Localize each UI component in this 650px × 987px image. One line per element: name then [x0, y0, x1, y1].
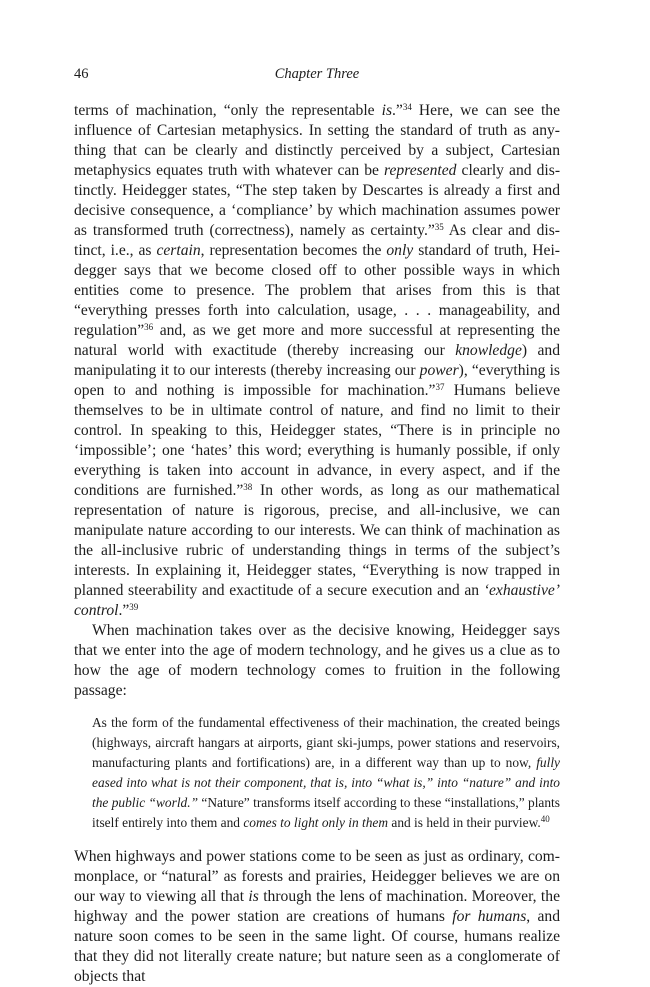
paragraph [74, 847, 560, 987]
block-quote [92, 713, 560, 834]
emphasis-text: is [381, 102, 393, 119]
emphasis-text: ‘exhaustive’ control [74, 582, 560, 619]
text-run: .” [118, 602, 130, 619]
text-run: “Nature” transforms itself according to these “installations,” plants itself entirely into them and [92, 795, 560, 831]
footnote-ref: 36 [144, 322, 154, 332]
text-run: terms of machination, “only the representable [74, 102, 382, 119]
text-run: , representation becomes the [200, 242, 387, 259]
text-run: As the form of the fundamental effectiveness of their machination, the created beings (highways, aircraft hangars at airports, giant ski-jumps, power stations and reservoirs, manufacturing plants and fortifications) are, in a different way than up to now, [92, 715, 560, 771]
text-run: Here, we can see the influence of Cartesian metaphysics. In setting the standard of truth as anything that can be clearly and distinctly perceived by a subject, Cartesian metaphysics equates truth with whatever can be [74, 102, 560, 179]
text-run: When highways and power stations come to be seen as just as ordinary, commonplace, or “natural” as forests and prairies, Heidegger believes we are on our way to viewing all that [74, 847, 560, 905]
body-text [74, 101, 560, 987]
emphasis-text: certain [156, 242, 201, 259]
footnote-ref: 35 [434, 222, 444, 232]
page-number: 46 [74, 66, 89, 82]
emphasis-text: represented [384, 162, 457, 179]
text-run: and, as we get more and more successful at representing the natural world with exactitude (thereby increasing our [74, 322, 560, 359]
text-run: As clear and distinct, i.e., as [74, 222, 560, 259]
footnote-ref: 34 [402, 102, 412, 112]
emphasis-text: power [419, 362, 459, 379]
emphasis-text: knowledge [455, 342, 522, 359]
paragraph [74, 621, 560, 701]
text-run: through the lens of machination. Moreover, the highway and the power station are creations of humans [74, 887, 560, 925]
footnote-ref: 39 [129, 602, 139, 612]
text-run: ), “everything is open to and nothing is impossible for machination.” [74, 362, 560, 399]
footnote-ref: 37 [435, 382, 445, 392]
footnote-ref: 38 [243, 482, 253, 492]
emphasis-text: comes to light only in them [243, 815, 389, 831]
running-head: Chapter Three [274, 66, 360, 82]
footnote-ref: 40 [540, 814, 550, 825]
emphasis-text: only [386, 242, 414, 259]
text-run: When machination takes over as the decisive knowing, Heidegger says that we enter into the age of modern technology, and he gives us a clue as to how the age of modern technology comes to fruition in the following passage: [74, 622, 560, 699]
text-run: In other words, as long as our mathematical representation of nature is rigorous, precise, and all-inclusive, we can manipulate nature according to our interests. We can think of machination as the all-inclusive rubric of understanding things in terms of the subject’s interests. In explaining it, Heidegger states, “Everything is now trapped in planned steerability and exactitude of a secure execution and an [74, 482, 560, 599]
emphasis-text: fully eased into what is not their component, that is, into “what is,” into “nature” and into the public “world.” [92, 755, 560, 811]
emphasis-text: for humans [452, 907, 527, 925]
text-run: .” [392, 102, 403, 119]
text-run: clearly and distinctly. Heidegger states, “The step taken by Descartes is already a first and decisive consequence, a ‘compliance’ by which machination assumes power as transformed truth (correctness), namely as certainty.” [74, 162, 561, 239]
page-header [74, 66, 560, 86]
text-run: Humans believe themselves to be in ultimate control of nature, and find no limit to their control. In speaking to this, Heidegger states, “There is in principle no ‘impossible’; one ‘hates’ this word; everything is humanly possible, if only everything is taken into account in advance, in every aspect, and if the conditions are furnished.” [74, 382, 561, 499]
text-run: ) and manipulating it to our interests (thereby increasing our [74, 342, 560, 379]
emphasis-text: is [248, 887, 259, 905]
text-run: , and nature soon comes to be seen in the same light. Of course, humans realize that they did not literally create nature; but nature seen as a conglomerate of objects that [74, 907, 560, 985]
paragraph [74, 101, 560, 621]
text-run: and is held in their purview. [388, 815, 541, 831]
text-run: standard of truth, Heidegger says that we become closed off to other possible ways in which entities come to presence. The problem that arises from this is that “everything presses forth into calculation, usage, . . . manageability, and regulation” [74, 242, 560, 339]
